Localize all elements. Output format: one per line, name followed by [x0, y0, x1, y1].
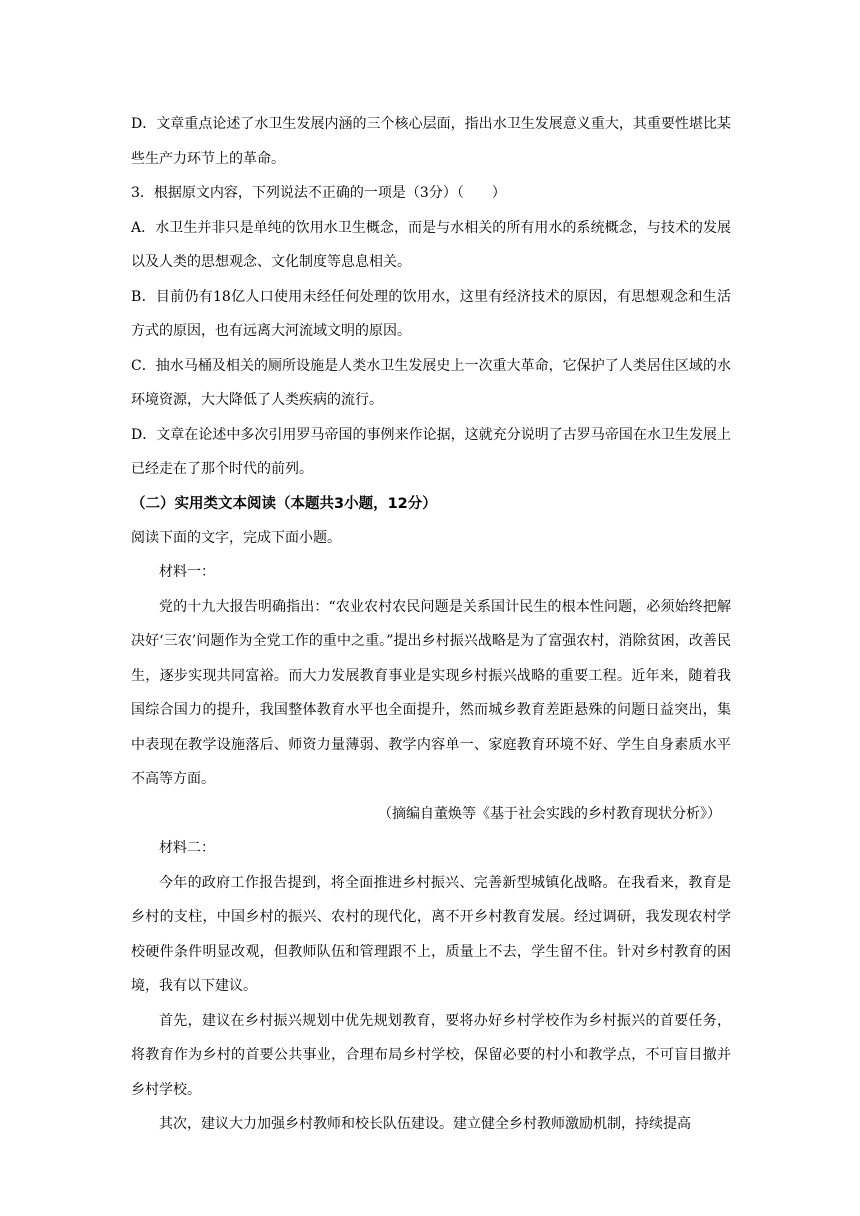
question-3-option-d: D．文章在论述中多次引用罗马帝国的事例来作论据，这就充分说明了古罗马帝国在水卫生发展上已经走在了那个时代的前列。: [131, 426, 731, 477]
material-2-paragraph-3: 其次，建议大力加强乡村教师和校长队伍建设。建立健全乡村教师激励机制，持续提高: [159, 1116, 691, 1132]
material-2-paragraph-1: 今年的政府工作报告提到，将全面推进乡村振兴、完善新型城镇化战略。在我看来，教育是乡村的支柱，中国乡村的振兴、农村的现代化，离不开乡村教育发展。经过调研，我发现农村学校硬件条件明显改观，但教师队伍和管理跟不上，质量上不去，学生留不住。针对乡村教育的困境，我有以下建议。: [131, 874, 731, 994]
material-1-text: 党的十九大报告明确指出：“农业农村农民问题是关系国计民生的根本性问题，必须始终把解决好‘三农’问题作为全党工作的重中之重。”提出乡村振兴战略是为了富强农村，消除贫困，改善民生，逐步实现共同富裕。而大力发展教育事业是实现乡村振兴战略的重要工程。近年来，随着我国综合国力的提升，我国整体教育水平也全面提升，然而城乡教育差距悬殊的问题日益突出，集中表现在教学设施落后、师资力量薄弱、教学内容单一、家庭教育环境不好、学生自身素质水平不高等方面。: [131, 598, 731, 787]
question-3-stem: 3．根据原文内容，下列说法不正确的一项是（3分）（ ）: [131, 185, 506, 201]
option-d-previous-question: D．文章重点论述了水卫生发展内涵的三个核心层面，指出水卫生发展意义重大，其重要性堪比某些生产力环节上的革命。: [131, 116, 731, 167]
material-1-source: （摘编自董焕等《基于社会实践的乡村教育现状分析》）: [378, 805, 721, 822]
material-2-label: 材料二：: [159, 840, 215, 856]
question-3-option-a: A．水卫生并非只是单纯的饮用水卫生概念，而是与水相关的所有用水的系统概念，与技术的发展以及人类的思想观念、文化制度等息息相关。: [131, 219, 731, 270]
material-1-label: 材料一：: [159, 564, 215, 580]
question-3-option-b: B．目前仍有18亿人口使用未经任何处理的饮用水，这里有经济技术的原因，有思想观念和生活方式的原因，也有远离大河流域文明的原因。: [131, 288, 731, 339]
question-3-option-c: C．抽水马桶及相关的厕所设施是人类水卫生发展史上一次重大革命，它保护了人类居住区域的水环境资源，大大降低了人类疾病的流行。: [131, 357, 731, 408]
section-heading: （二）实用类文本阅读（本题共3小题，12分）: [131, 495, 437, 512]
reading-instruction: 阅读下面的文字，完成下面小题。: [131, 529, 341, 546]
document-page: [131, 107, 731, 1142]
material-2-paragraph-2: 首先，建议在乡村振兴规划中优先规划教育，要将办好乡村学校作为乡村振兴的首要任务，将教育作为乡村的首要公共事业，合理布局乡村学校，保留必要的村小和教学点，不可盲目撤并乡村学校。: [131, 1012, 731, 1098]
